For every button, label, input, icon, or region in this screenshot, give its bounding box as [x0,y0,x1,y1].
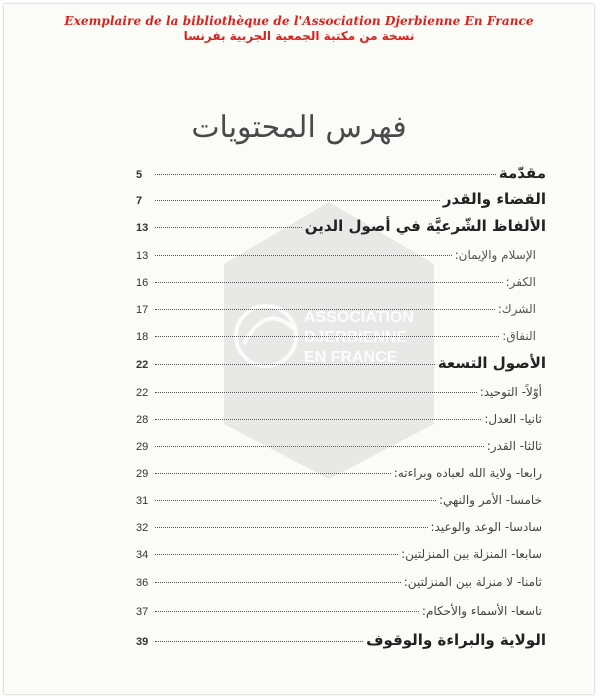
toc-entry-label: الكفر: [505,275,536,289]
toc-entry [136,493,542,507]
toc-entry [136,439,542,453]
header-arabic-line: نسخة من مكتبة الجمعية الجربية بفرنسا [183,29,415,43]
toc-entry [136,164,546,182]
toc-entry [136,329,536,343]
toc-entry-page: 13 [136,222,149,234]
leader-dots [155,255,452,256]
toc-entry-label: مقدّمة [498,164,546,182]
toc-entry-label: أوّلاً- التوحيد: [479,385,542,399]
leader-dots [155,446,484,447]
toc-entry [136,248,536,262]
toc-entry [136,604,542,618]
header-french-line: Exemplaire de la bibliothèque de l'Association Djerbienne En France [64,14,534,28]
toc-entry-label: القضاء والقدر [442,190,546,208]
toc-entry-page: 18 [136,331,149,343]
toc-entry-page: 32 [136,522,149,534]
leader-dots [155,554,398,555]
toc-entry [136,466,542,480]
leader-dots [155,527,428,528]
toc-entry-page: 22 [136,359,149,371]
leader-dots [155,227,302,228]
toc-entry-page: 29 [136,468,149,480]
toc-title: فهرس المحتويات [191,110,407,145]
toc-entry-label: خامسا- الأمر والنهي: [438,493,542,507]
leader-dots [155,282,503,283]
toc-entry-page: 36 [136,577,149,589]
document-page [4,4,594,694]
watermark-line-1: ASSOCIATION [304,309,414,326]
toc-entry-label: رابعا- ولاية الله لعباده وبراءته: [393,466,542,480]
toc-entry-page: 28 [136,414,149,426]
toc-list [4,4,594,694]
toc-entry [136,520,542,534]
leader-dots [155,500,436,501]
toc-entry-page: 31 [136,495,149,507]
toc-entry-page: 29 [136,441,149,453]
toc-entry-page: 22 [136,387,149,399]
toc-entry [136,385,542,399]
toc-entry-label: ثانيا- العدل: [484,412,542,426]
toc-entry-label: تاسعا- الأسماء والأحكام: [421,604,542,618]
watermark-line-3: EN FRANCE [304,349,398,366]
toc-entry-page: 16 [136,277,149,289]
leader-dots [155,473,391,474]
toc-entry [136,547,542,561]
toc-entry-page: 37 [136,606,149,618]
toc-entry-page: 5 [136,169,143,181]
leader-dots [155,309,495,310]
toc-entry-page: 13 [136,250,149,262]
leader-dots [155,641,363,642]
toc-entry-page: 17 [136,304,149,316]
watermark-line-2: DJERBIENNE [304,329,408,346]
toc-entry-label: سادسا- الوعد والوعيد: [430,520,542,534]
leader-dots [155,174,496,175]
leader-dots [155,336,499,337]
leader-dots [155,611,419,612]
leader-dots [155,200,440,201]
toc-entry-label: الشرك: [497,302,536,316]
toc-entry-label: ثامنا- لا منزلة بين المنزلتين: [403,575,542,589]
leader-dots [155,419,481,420]
toc-entry-label: النفاق: [502,329,536,343]
toc-entry-label: الأصول التسعة [437,354,546,372]
toc-entry-label: سابعا- المنزلة بين المنزلتين: [401,547,542,561]
leader-dots [155,364,435,365]
leader-dots [155,392,477,393]
toc-entry-label: الألفاظ الشّرعيَّة في أصول الدين [304,217,546,235]
toc-entry [136,190,546,208]
toc-entry [136,412,542,426]
toc-entry [136,217,546,235]
toc-entry-label: الإسلام والإيمان: [454,248,536,262]
toc-entry-label: الولاية والبراءة والوقوف [366,631,546,649]
toc-entry [136,302,536,316]
toc-entry [136,354,546,372]
toc-entry [136,575,542,589]
toc-entry-page: 7 [136,195,143,207]
toc-entry-page: 34 [136,549,149,561]
toc-entry [136,275,536,289]
leader-dots [155,582,401,583]
toc-entry-label: ثالثا- القدر: [486,439,542,453]
toc-entry [136,631,546,649]
toc-entry-page: 39 [136,636,149,648]
